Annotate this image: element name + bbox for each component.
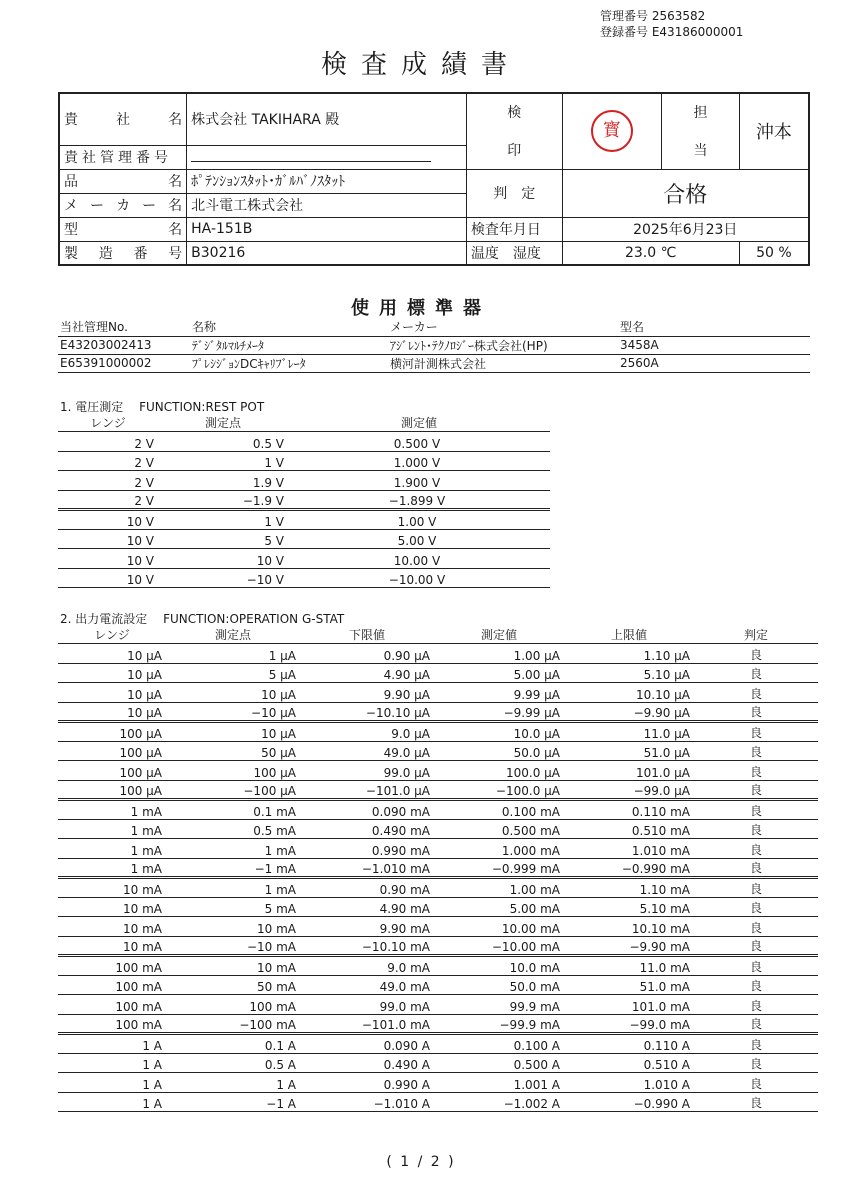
label-char: メ	[64, 198, 78, 214]
table-cell: 良	[694, 1053, 818, 1073]
env-label: 温度 湿度	[466, 241, 562, 265]
table-cell: 0.1 A	[166, 1034, 300, 1054]
table-cell: 10 V	[58, 510, 158, 530]
table-cell: 100 μA	[58, 780, 166, 800]
temperature-value: 23.0 ℃	[562, 241, 739, 265]
table-cell: 10 μA	[166, 722, 300, 742]
table-cell: 50 μA	[166, 741, 300, 761]
table-row	[58, 549, 550, 569]
document-title: 検査成績書	[320, 50, 521, 80]
table-cell: −99.9 mA	[434, 1014, 564, 1034]
column-header: 上限値	[564, 626, 694, 644]
table-cell: 0.510 mA	[564, 819, 694, 839]
column-header: レンジ	[58, 626, 166, 644]
table-cell: 101.0 μA	[564, 761, 694, 781]
table-cell: 0.990 mA	[300, 839, 434, 859]
table-cell: 1.000 V	[288, 451, 550, 471]
table-cell: 10 mA	[166, 956, 300, 976]
table-cell: −10.00 V	[288, 568, 550, 588]
column-header: 判定	[694, 626, 818, 644]
label-char: 名	[168, 198, 183, 214]
voltage-section-title: 1. 電圧測定 FUNCTION:REST POT	[60, 400, 265, 414]
column-header: 名称	[190, 318, 388, 336]
column-header: 当社管理No.	[58, 318, 190, 336]
table-cell: 1.10 mA	[564, 878, 694, 898]
column-header: メーカー	[388, 318, 618, 336]
table-cell: 1.10 μA	[564, 644, 694, 664]
product-value: ﾎﾟﾃﾝｼｮﾝｽﾀｯﾄ･ｶﾞﾙﾊﾞﾉｽﾀｯﾄ	[187, 169, 467, 193]
table-cell: 10.0 μA	[434, 722, 564, 742]
table-row	[58, 510, 550, 530]
label-char: 名	[168, 174, 183, 190]
table-row	[58, 1053, 818, 1073]
inspection-seal: 寳	[591, 110, 633, 152]
table-cell: −0.999 mA	[434, 858, 564, 878]
table-cell: −9.90 mA	[564, 936, 694, 956]
label-char: 品	[64, 174, 78, 190]
humidity-value: 50 %	[739, 241, 809, 265]
table-cell: 5.00 V	[288, 529, 550, 549]
table-cell: 100 mA	[58, 975, 166, 995]
table-row	[58, 800, 818, 820]
table-cell: 99.9 mA	[434, 995, 564, 1015]
table-cell: 良	[694, 741, 818, 761]
table-cell: 良	[694, 936, 818, 956]
table-cell: 99.0 μA	[300, 761, 434, 781]
current-section-title: 2. 出力電流設定 FUNCTION:OPERATION G-STAT	[60, 612, 345, 626]
table-cell: 100 mA	[166, 995, 300, 1015]
column-header: 下限値	[300, 626, 434, 644]
table-cell: 5 V	[158, 529, 288, 549]
management-numbers	[600, 8, 743, 40]
table-cell: 1.00 V	[288, 510, 550, 530]
registration-number-label: 登録番号	[600, 25, 649, 39]
table-cell: 51.0 μA	[564, 741, 694, 761]
table-cell: 良	[694, 683, 818, 703]
company-mgmt-label	[59, 145, 187, 169]
table-cell: 10 μA	[58, 644, 166, 664]
table-cell: −1 mA	[166, 858, 300, 878]
table-cell: 10 mA	[58, 897, 166, 917]
table-cell: 9.90 μA	[300, 683, 434, 703]
table-cell: 1.001 A	[434, 1073, 564, 1093]
table-cell: −10 mA	[166, 936, 300, 956]
table-cell: 49.0 μA	[300, 741, 434, 761]
table-row	[58, 819, 818, 839]
table-row	[58, 432, 550, 452]
table-cell: 良	[694, 897, 818, 917]
table-cell: 良	[694, 800, 818, 820]
table-cell: 良	[694, 819, 818, 839]
judge-label: 判 定	[466, 169, 562, 217]
table-cell: 50.0 mA	[434, 975, 564, 995]
table-cell: 1 V	[158, 510, 288, 530]
table-row	[58, 663, 818, 683]
label-char: 製	[64, 245, 78, 262]
table-cell: 50 mA	[166, 975, 300, 995]
label-char: 号	[168, 245, 183, 262]
table-cell: −99.0 mA	[564, 1014, 694, 1034]
inspect-label: 検 印	[466, 93, 562, 169]
table-cell: 5 mA	[166, 897, 300, 917]
table-cell: 1.9 V	[158, 471, 288, 491]
table-row	[58, 897, 818, 917]
company-label	[59, 93, 187, 145]
table-cell: 1.900 V	[288, 471, 550, 491]
table-cell: 1 A	[58, 1053, 166, 1073]
column-header: 型名	[618, 318, 810, 336]
table-cell: 51.0 mA	[564, 975, 694, 995]
table-cell: 良	[694, 839, 818, 859]
table-row	[58, 529, 550, 549]
inspect-seal-cell	[562, 93, 662, 169]
table-cell: 1 mA	[166, 878, 300, 898]
table-cell: 11.0 mA	[564, 956, 694, 976]
label-char: カ	[116, 198, 131, 214]
table-cell: −10.10 μA	[300, 702, 434, 722]
table-row	[58, 354, 810, 372]
table-cell: 10.10 μA	[564, 683, 694, 703]
table-cell: 10.00 V	[288, 549, 550, 569]
table-cell: 100 μA	[58, 761, 166, 781]
table-cell: 0.500 mA	[434, 819, 564, 839]
table-cell: 5.00 mA	[434, 897, 564, 917]
maker-label	[59, 193, 187, 217]
table-cell: 良	[694, 995, 818, 1015]
table-cell: 良	[694, 1092, 818, 1112]
table-cell: 4.90 mA	[300, 897, 434, 917]
table-row	[58, 644, 818, 664]
company-mgmt-label-text: 貴社管理番号	[64, 150, 172, 166]
table-cell: −10.00 mA	[434, 936, 564, 956]
table-cell: 良	[694, 722, 818, 742]
table-cell: 10 mA	[166, 917, 300, 937]
table-cell: −10 μA	[166, 702, 300, 722]
table-row	[58, 471, 550, 491]
table-cell: −1.010 mA	[300, 858, 434, 878]
table-row	[58, 1034, 818, 1054]
table-cell: 良	[694, 702, 818, 722]
table-cell: −0.990 A	[564, 1092, 694, 1112]
table-cell: 5.10 μA	[564, 663, 694, 683]
table-cell: 0.490 mA	[300, 819, 434, 839]
product-label	[59, 169, 187, 193]
date-label: 検査年月日	[466, 217, 562, 241]
table-cell: 0.110 mA	[564, 800, 694, 820]
table-cell: 1.010 mA	[564, 839, 694, 859]
table-row	[58, 956, 818, 976]
table-cell: 良	[694, 878, 818, 898]
info-table	[58, 92, 810, 266]
table-cell: 2 V	[58, 490, 158, 510]
table-cell: 0.90 mA	[300, 878, 434, 898]
table-cell: −100.0 μA	[434, 780, 564, 800]
table-cell: 0.90 μA	[300, 644, 434, 664]
table-row	[58, 336, 810, 354]
label-char: 社	[116, 112, 131, 129]
table-cell: 50.0 μA	[434, 741, 564, 761]
table-cell: −1.899 V	[288, 490, 550, 510]
table-cell: 良	[694, 858, 818, 878]
table-cell: 4.90 μA	[300, 663, 434, 683]
table-cell: 100 mA	[58, 995, 166, 1015]
table-cell: 1 mA	[58, 858, 166, 878]
table-cell: 0.500 A	[434, 1053, 564, 1073]
page-number: ( 1 / 2 )	[386, 1154, 456, 1170]
table-row	[58, 1073, 818, 1093]
table-cell: 1.00 μA	[434, 644, 564, 664]
model-label	[59, 217, 187, 241]
table-cell: 10 mA	[58, 936, 166, 956]
table-cell: 10.10 mA	[564, 917, 694, 937]
table-cell: 良	[694, 663, 818, 683]
table-cell: 良	[694, 1014, 818, 1034]
table-row	[58, 1014, 818, 1034]
table-row	[58, 917, 818, 937]
table-row	[58, 936, 818, 956]
table-cell: 良	[694, 1073, 818, 1093]
table-cell: 10.0 mA	[434, 956, 564, 976]
table-cell: 5 μA	[166, 663, 300, 683]
table-cell: 10 mA	[58, 878, 166, 898]
company-value: 株式会社 TAKIHARA 殿	[187, 93, 467, 145]
table-row	[58, 741, 818, 761]
table-cell: −9.99 μA	[434, 702, 564, 722]
table-cell: 5.10 mA	[564, 897, 694, 917]
table-cell: 100.0 μA	[434, 761, 564, 781]
column-header: レンジ	[58, 414, 158, 432]
table-cell: 10 mA	[58, 917, 166, 937]
table-cell: −100 mA	[166, 1014, 300, 1034]
table-cell: E43203002413	[58, 336, 190, 354]
table-cell: 良	[694, 780, 818, 800]
table-cell: 10 V	[58, 568, 158, 588]
table-cell: 0.100 A	[434, 1034, 564, 1054]
label-char: ー	[142, 198, 157, 214]
table-cell: 2 V	[58, 432, 158, 452]
table-cell: 良	[694, 761, 818, 781]
table-row	[58, 1092, 818, 1112]
date-value: 2025年6月23日	[562, 217, 809, 241]
table-row	[58, 702, 818, 722]
table-cell: 0.490 A	[300, 1053, 434, 1073]
table-cell: 良	[694, 1034, 818, 1054]
table-cell: 49.0 mA	[300, 975, 434, 995]
table-cell: 10 V	[158, 549, 288, 569]
column-header: 測定点	[158, 414, 288, 432]
table-cell: 1 A	[58, 1073, 166, 1093]
table-cell: 3458A	[618, 336, 810, 354]
table-row	[58, 839, 818, 859]
table-cell: 2 V	[58, 471, 158, 491]
model-value: HA-151B	[187, 217, 467, 241]
table-cell: 2560A	[618, 354, 810, 372]
table-cell: 良	[694, 917, 818, 937]
table-cell: 101.0 mA	[564, 995, 694, 1015]
voltage-table	[58, 414, 550, 588]
label-char: 番	[133, 245, 148, 262]
label-char: ー	[90, 198, 105, 214]
table-cell: −100 μA	[166, 780, 300, 800]
table-row	[58, 683, 818, 703]
table-row	[58, 451, 550, 471]
label-char: 名	[168, 112, 183, 129]
table-row	[58, 975, 818, 995]
table-cell: 横河計測株式会社	[388, 354, 618, 372]
table-cell: 1 mA	[58, 819, 166, 839]
table-cell: 1 mA	[166, 839, 300, 859]
table-cell: 0.110 A	[564, 1034, 694, 1054]
table-row	[58, 878, 818, 898]
mgmt-number-value: 2563582	[651, 9, 706, 23]
table-cell: 0.090 A	[300, 1034, 434, 1054]
table-row	[58, 490, 550, 510]
label-char: 型	[64, 222, 78, 238]
table-cell: 0.990 A	[300, 1073, 434, 1093]
table-cell: −99.0 μA	[564, 780, 694, 800]
table-cell: 良	[694, 956, 818, 976]
table-cell: ﾌﾟﾚｼｼﾞｮﾝDCｷｬﾘﾌﾞﾚｰﾀ	[190, 354, 388, 372]
table-row	[58, 995, 818, 1015]
charge-label: 担 当	[662, 93, 740, 169]
table-cell: 100 mA	[58, 956, 166, 976]
table-cell: 0.1 mA	[166, 800, 300, 820]
table-cell: 1 mA	[58, 839, 166, 859]
table-cell: 9.99 μA	[434, 683, 564, 703]
table-row	[58, 722, 818, 742]
table-cell: 1 A	[58, 1092, 166, 1112]
table-cell: −1 A	[166, 1092, 300, 1112]
table-cell: 10 μA	[58, 663, 166, 683]
table-cell: ｱｼﾞﾚﾝﾄ･ﾃｸﾉﾛｼﾞｰ株式会社(HP)	[388, 336, 618, 354]
judge-value: 合格	[562, 169, 809, 217]
label-char: 名	[168, 222, 183, 238]
table-cell: −9.90 μA	[564, 702, 694, 722]
table-cell: 1.000 mA	[434, 839, 564, 859]
table-cell: 11.0 μA	[564, 722, 694, 742]
table-cell: 1.010 A	[564, 1073, 694, 1093]
table-cell: 10 V	[58, 529, 158, 549]
table-cell: 9.0 mA	[300, 956, 434, 976]
table-cell: 0.5 mA	[166, 819, 300, 839]
label-char: 造	[98, 245, 113, 262]
table-cell: 10 V	[58, 549, 158, 569]
charge-value: 沖本	[739, 93, 809, 169]
table-cell: 1.00 mA	[434, 878, 564, 898]
company-mgmt-value	[187, 145, 467, 169]
standards-table	[58, 318, 810, 373]
table-cell: 10 μA	[58, 702, 166, 722]
table-cell: 9.90 mA	[300, 917, 434, 937]
table-cell: 0.090 mA	[300, 800, 434, 820]
table-row	[58, 761, 818, 781]
table-cell: 1 μA	[166, 644, 300, 664]
column-header: 測定値	[288, 414, 550, 432]
table-cell: 100 μA	[166, 761, 300, 781]
table-cell: −1.002 A	[434, 1092, 564, 1112]
table-cell: 0.510 A	[564, 1053, 694, 1073]
table-cell: 2 V	[58, 451, 158, 471]
table-row	[58, 568, 550, 588]
table-cell: 10 μA	[166, 683, 300, 703]
serial-label	[59, 241, 187, 265]
table-cell: −1.010 A	[300, 1092, 434, 1112]
table-cell: 5.00 μA	[434, 663, 564, 683]
current-table	[58, 626, 818, 1112]
table-cell: 1 V	[158, 451, 288, 471]
table-cell: 99.0 mA	[300, 995, 434, 1015]
table-cell: −101.0 μA	[300, 780, 434, 800]
table-row	[58, 858, 818, 878]
registration-number-value: E43186000001	[651, 25, 744, 39]
table-cell: −10.10 mA	[300, 936, 434, 956]
table-cell: 良	[694, 644, 818, 664]
table-cell: 10 μA	[58, 683, 166, 703]
table-cell: 1 A	[166, 1073, 300, 1093]
label-char: 貴	[64, 112, 78, 129]
column-header: 測定点	[166, 626, 300, 644]
table-cell: 0.5 V	[158, 432, 288, 452]
table-cell: 100 μA	[58, 741, 166, 761]
table-cell: 1 A	[58, 1034, 166, 1054]
table-cell: −1.9 V	[158, 490, 288, 510]
table-row	[58, 780, 818, 800]
table-cell: 9.0 μA	[300, 722, 434, 742]
maker-value: 北斗電工株式会社	[187, 193, 467, 217]
table-cell: 100 μA	[58, 722, 166, 742]
table-cell: −0.990 mA	[564, 858, 694, 878]
table-cell: 100 mA	[58, 1014, 166, 1034]
column-header: 測定値	[434, 626, 564, 644]
table-cell: E65391000002	[58, 354, 190, 372]
table-cell: 10.00 mA	[434, 917, 564, 937]
table-cell: 良	[694, 975, 818, 995]
table-cell: −101.0 mA	[300, 1014, 434, 1034]
table-cell: ﾃﾞｼﾞﾀﾙﾏﾙﾁﾒｰﾀ	[190, 336, 388, 354]
table-cell: −10 V	[158, 568, 288, 588]
table-cell: 0.100 mA	[434, 800, 564, 820]
table-cell: 0.500 V	[288, 432, 550, 452]
standards-title: 使用標準器	[351, 298, 491, 319]
mgmt-number-label: 管理番号	[600, 9, 649, 23]
table-cell: 1 mA	[58, 800, 166, 820]
serial-value: B30216	[187, 241, 467, 265]
table-cell: 0.5 A	[166, 1053, 300, 1073]
